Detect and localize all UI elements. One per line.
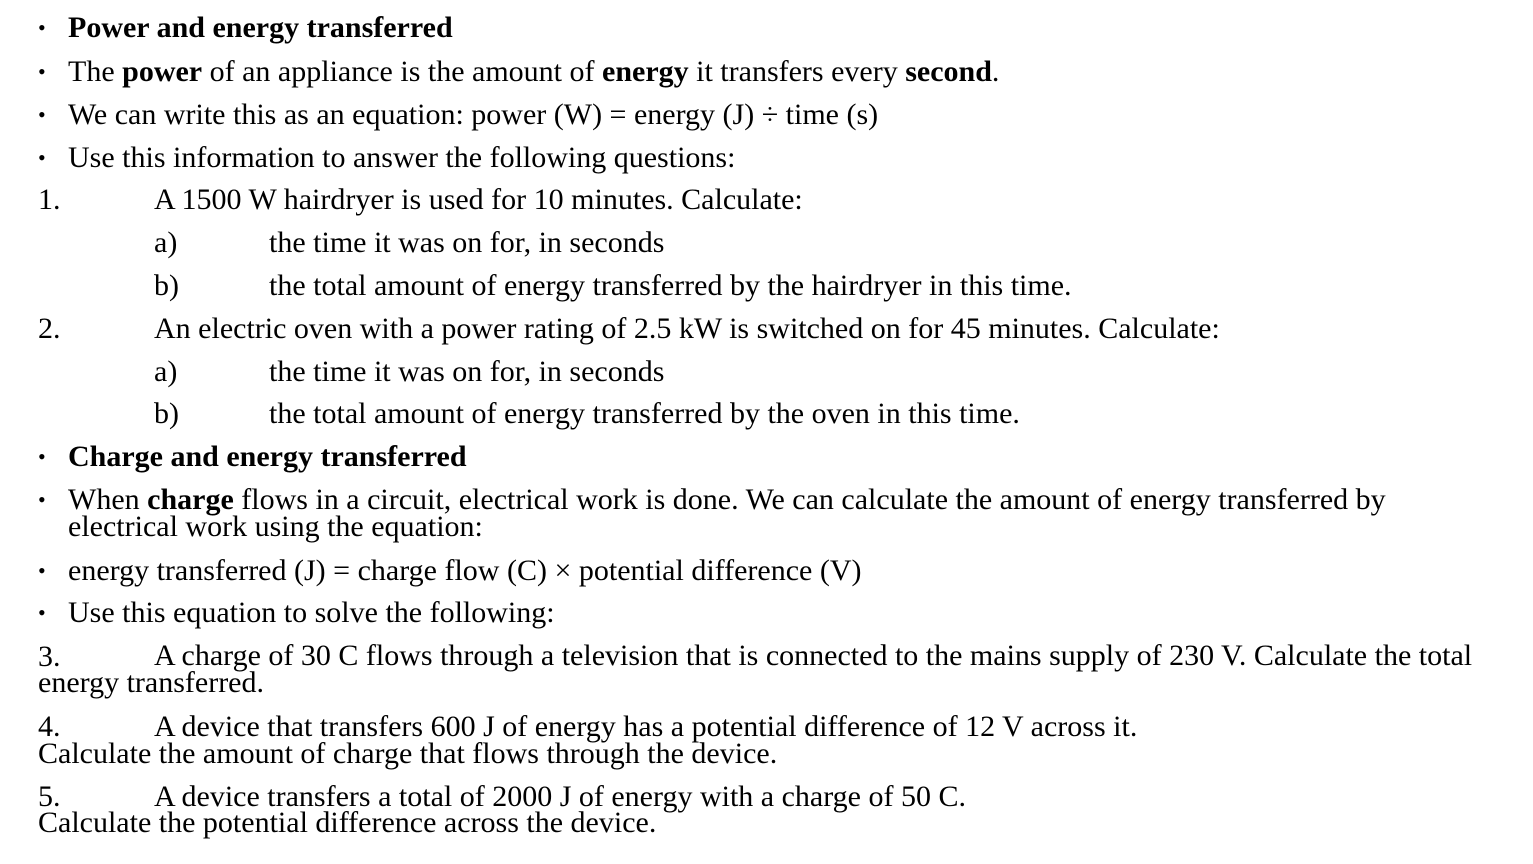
question-number: 5. bbox=[38, 780, 61, 813]
question-text-cont: Calculate the amount of charge that flows through the device. bbox=[38, 737, 778, 770]
subpart-text: the time it was on for, in seconds bbox=[269, 226, 665, 259]
question-number: 1. bbox=[38, 183, 61, 216]
question-number: 3. bbox=[38, 640, 61, 673]
bullet-dot-icon: • bbox=[38, 59, 46, 84]
subpart-label: b) bbox=[154, 269, 179, 302]
power-definition: The power of an appliance is the amount of energy it transfers every second. bbox=[68, 55, 1000, 88]
bullet-dot-icon: • bbox=[38, 15, 46, 40]
subpart-text: the total amount of energy transferred by the hairdryer in this time. bbox=[269, 269, 1072, 302]
question-number: 2. bbox=[38, 312, 61, 345]
subpart-text: the time it was on for, in seconds bbox=[269, 355, 665, 388]
charge-intro: When charge flows in a circuit, electrical work is done. We can calculate the amount of energy transferred by electrical work using the equation: bbox=[68, 483, 1386, 543]
subpart-label: b) bbox=[154, 397, 179, 430]
subpart-label: a) bbox=[154, 355, 178, 388]
question-text-cont: Calculate the potential difference across the device. bbox=[38, 806, 657, 839]
instruction-text: Use this equation to solve the following: bbox=[68, 596, 555, 629]
section-heading-charge: Charge and energy transferred bbox=[68, 440, 467, 473]
bullet-dot-icon: • bbox=[38, 145, 46, 170]
question-text: A device transfers a total of 2000 J of energy with a charge of 50 C. bbox=[154, 780, 966, 813]
bullet-dot-icon: • bbox=[38, 444, 46, 469]
power-equation: We can write this as an equation: power (W) = energy (J) ÷ time (s) bbox=[68, 98, 879, 131]
question-text: A device that transfers 600 J of energy has a potential difference of 12 V across it. bbox=[154, 710, 1138, 743]
question-text: A 1500 W hairdryer is used for 10 minutes. Calculate: bbox=[154, 183, 803, 216]
section-heading-power: Power and energy transferred bbox=[68, 11, 453, 44]
question-text: An electric oven with a power rating of 2.5 kW is switched on for 45 minutes. Calculate: bbox=[154, 312, 1220, 345]
question-number: 4. bbox=[38, 710, 61, 743]
bullet-dot-icon: • bbox=[38, 102, 46, 127]
question-text: A charge of 30 C flows through a television that is connected to the mains supply of 230 V. Calculate the total energy transferred. bbox=[38, 639, 1473, 699]
charge-equation: energy transferred (J) = charge flow (C) × potential difference (V) bbox=[68, 554, 862, 587]
subpart-text: the total amount of energy transferred by the oven in this time. bbox=[269, 397, 1020, 430]
bullet-dot-icon: • bbox=[38, 487, 46, 512]
bullet-dot-icon: • bbox=[38, 558, 46, 583]
bullet-dot-icon: • bbox=[38, 600, 46, 625]
instruction-text: Use this information to answer the following questions: bbox=[68, 141, 736, 174]
subpart-label: a) bbox=[154, 226, 178, 259]
